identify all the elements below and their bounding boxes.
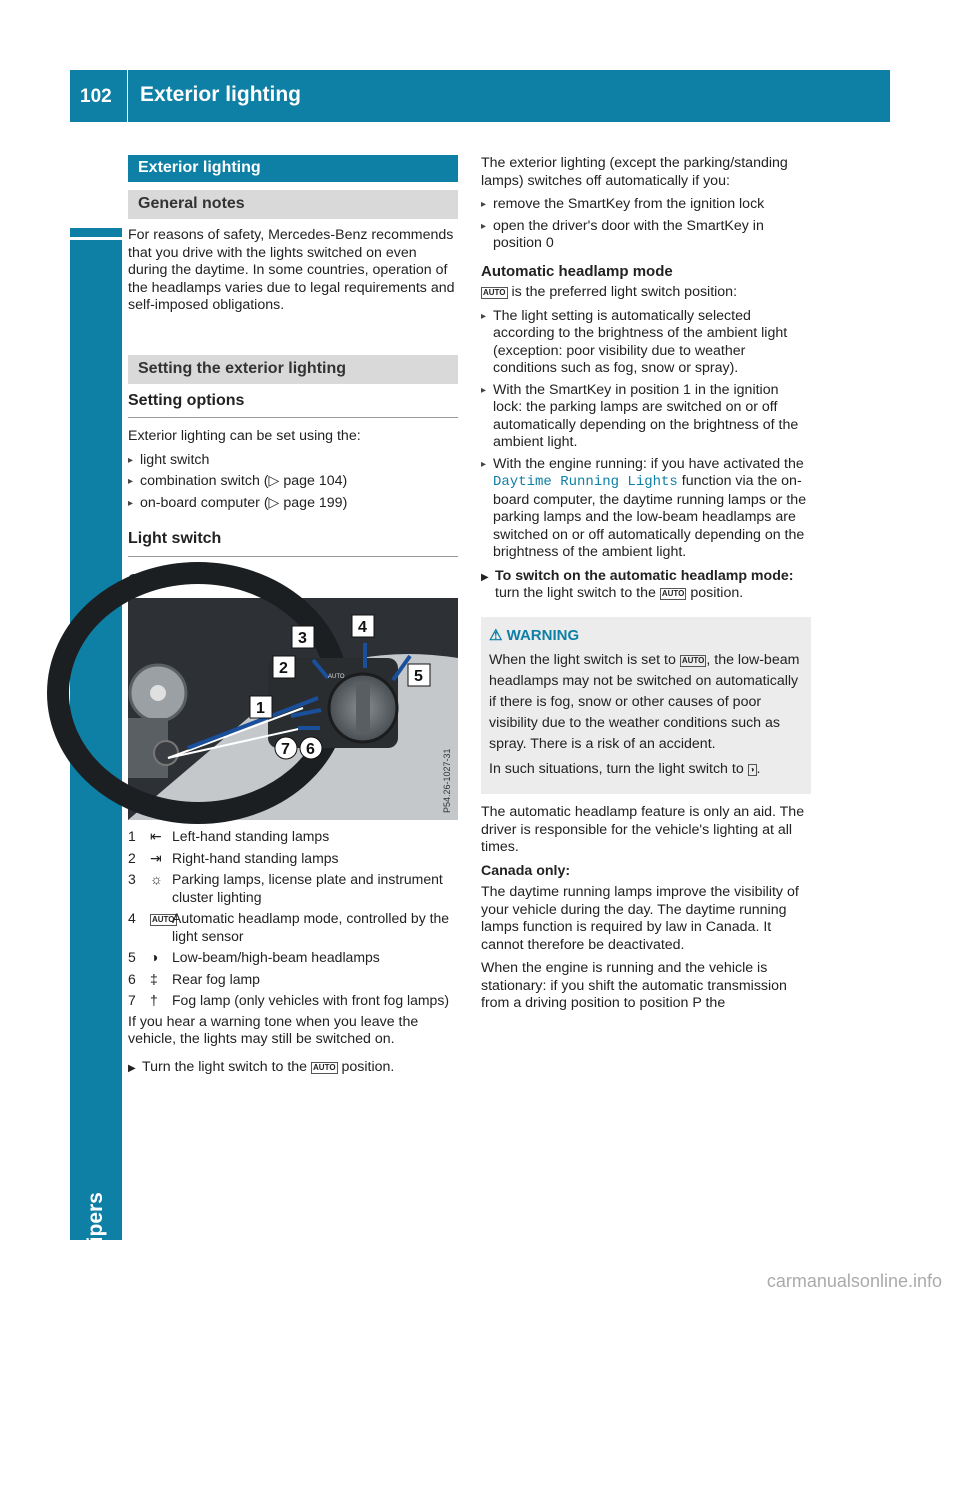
- list-item: ▸ The light setting is automatically selected according to the brightness of the ambient light (exception: poor visibility due to weather conditions such as fog, snow or spray).: [481, 308, 811, 378]
- page-header: [70, 70, 890, 122]
- callout-4: 4: [358, 619, 367, 636]
- section-band-exterior-lighting: Exterior lighting: [128, 155, 458, 182]
- callout-6: 6: [306, 741, 315, 758]
- light-switch-title: Light switch: [128, 530, 458, 557]
- list-item: [481, 456, 811, 562]
- setting-intro: Exterior lighting can be set using the:: [128, 428, 361, 444]
- canada-text: The daytime running lamps improve the visibility of your vehicle during the day. The daytime running lamps function is required by law in Canada. It cannot therefore be deactivated.: [481, 884, 799, 953]
- auto-icon: AUTO: [152, 915, 175, 924]
- legend-row: [128, 828, 458, 846]
- section-band-setting: Setting the exterior lighting: [128, 355, 458, 384]
- legend-row: [128, 971, 458, 989]
- dashboard-illustration: [128, 598, 458, 820]
- step-text: turn the light switch to the: [495, 585, 656, 601]
- auto-icon: AUTO: [483, 288, 506, 297]
- list-item[interactable]: ▸ on-board computer (▷ page 199): [128, 495, 458, 513]
- callout-5: 5: [414, 668, 423, 685]
- list-item: ▸ With the SmartKey in position 1 in the ignition lock: the parking lamps are switched on or off automatically depending on the brightness of the ambient light.: [481, 382, 811, 452]
- figure-code: P54.26-1027-31: [442, 748, 452, 813]
- figure-legend: [128, 828, 458, 1010]
- list-item[interactable]: ▸ combination switch (▷ page 104): [128, 473, 458, 491]
- light-switch-figure: [128, 598, 458, 820]
- warning-text-part: In such situations, turn the light switch to: [489, 761, 744, 777]
- rear-fog-lamp-icon: ‡: [150, 970, 158, 987]
- legend-number: 5: [128, 949, 136, 965]
- legend-row: [128, 949, 458, 967]
- item-text: function via the on-board computer, the daytime running lamps or the parking lamps and the low-beam headlamps are switched on or off automatically depending on the brightness of the ambient light.: [493, 473, 807, 560]
- switch-auto-label: AUTO: [328, 674, 345, 680]
- right-standing-lamp-icon: ⇥: [150, 849, 162, 866]
- step-text: position.: [341, 1058, 395, 1075]
- legend-text: Automatic headlamp mode, controlled by the light sensor: [172, 910, 450, 944]
- list-item: ▸ remove the SmartKey from the ignition lock: [481, 196, 811, 214]
- legend-number: 7: [128, 992, 136, 1008]
- footer-watermark: carmanualsonline.info: [766, 1271, 942, 1291]
- auto-off-list: [481, 196, 811, 253]
- daytime-running-lights-link[interactable]: Daytime Running Lights: [493, 474, 678, 490]
- fog-lamp-icon: †: [150, 992, 158, 1008]
- legend-text: Low-beam/high-beam headlamps: [172, 949, 380, 965]
- step-text: position.: [690, 585, 744, 601]
- callout-2: 2: [279, 660, 288, 677]
- turn-switch-step: [128, 1059, 458, 1077]
- warning-text: [489, 650, 801, 755]
- legend-number: 3: [128, 871, 136, 887]
- general-notes-text: For reasons of safety, Mercedes-Benz recommends that you drive with the lights switched on even during the daytime. In some countries, operation of the headlamps varies due to legal requirements and self-imposed obligations.: [128, 227, 455, 313]
- header-divider: [127, 70, 128, 122]
- right-column: [481, 155, 811, 1019]
- item-text: With the engine running: if you have activated the: [493, 455, 804, 472]
- warning-text-part: , the low-beam headlamps may not be switched on automatically if there is fog, snow or other causes of poor visibility due to the weather conditions such as spray. There is a risk of an accident.: [489, 652, 800, 752]
- legend-number: 2: [128, 849, 136, 866]
- legend-number: 6: [128, 970, 136, 987]
- callout-1: 1: [256, 700, 265, 717]
- warning-label: WARNING: [506, 626, 580, 644]
- auto-mode-list: [481, 308, 811, 562]
- list-item: ▸ light switch: [128, 452, 458, 470]
- legend-text: Right-hand standing lamps: [172, 849, 339, 866]
- section-band-general-notes: General notes: [128, 190, 458, 219]
- legend-row: [128, 871, 458, 906]
- setting-list: [128, 452, 458, 513]
- step-text: Turn the light switch to the: [142, 1058, 308, 1075]
- auto-icon: AUTO: [313, 1062, 336, 1072]
- auto-icon: AUTO: [681, 656, 705, 665]
- header-title: Exterior lighting: [140, 83, 302, 106]
- callout-3: 3: [298, 630, 307, 647]
- auto-mode-step: [481, 568, 811, 603]
- legend-row: [128, 992, 458, 1010]
- setting-options-title: Setting options: [128, 392, 458, 419]
- low-beam-icon: ◑: [150, 949, 159, 965]
- low-beam-icon: ◑: [749, 765, 755, 774]
- auto-off-intro: The exterior lighting (except the parking/standing lamps) switches off automatically if you:: [481, 155, 788, 189]
- parking-lamp-icon: ☼: [150, 871, 163, 887]
- left-standing-lamp-icon: ⇤: [150, 828, 162, 844]
- auto-pref-text: is the preferred light switch position:: [511, 284, 738, 300]
- warning-text: In such situations, turn the light switch to ◑ .: [489, 761, 761, 777]
- auto-mode-title: Automatic headlamp mode: [481, 262, 673, 280]
- canada-title: Canada only:: [481, 862, 571, 879]
- legend-number: 1: [128, 828, 136, 844]
- side-tab-label: Lights and windshield wipers: [84, 1192, 107, 1485]
- warning-icon: ⚠: [489, 626, 503, 644]
- step-bold: To switch on the automatic headlamp mode:: [495, 567, 794, 584]
- auto-icon: AUTO: [661, 589, 685, 598]
- legend-text: Rear fog lamp: [172, 970, 260, 987]
- legend-text: Fog lamp (only vehicles with front fog lamps): [172, 992, 449, 1008]
- engine-text: When the engine is running and the vehicle is stationary: if you shift the automatic transmission from a driving position to position P the: [481, 960, 787, 1011]
- side-tab-marker: [70, 228, 122, 237]
- legend-row: [128, 910, 458, 945]
- legend-text: Parking lamps, license plate and instrument cluster lighting: [172, 871, 443, 905]
- list-item: ▸ open the driver's door with the SmartKey in position 0: [481, 218, 811, 253]
- operation-title: Operation: [128, 570, 199, 588]
- page-number: 102: [80, 86, 112, 107]
- warning-title: [489, 627, 801, 645]
- left-column: [128, 155, 458, 1082]
- legend-text: Left-hand standing lamps: [172, 828, 330, 844]
- warning-tone-text: If you hear a warning tone when you leave the vehicle, the lights may still be switched on.: [128, 1013, 419, 1047]
- legend-number: 4: [128, 910, 136, 926]
- warning-box: [481, 617, 811, 795]
- aid-text: The automatic headlamp feature is only an aid. The driver is responsible for the vehicle's lighting at all times.: [481, 804, 805, 855]
- warning-text-part: When the light switch is set to: [489, 652, 676, 668]
- callout-7: 7: [281, 741, 290, 758]
- legend-row: [128, 850, 458, 868]
